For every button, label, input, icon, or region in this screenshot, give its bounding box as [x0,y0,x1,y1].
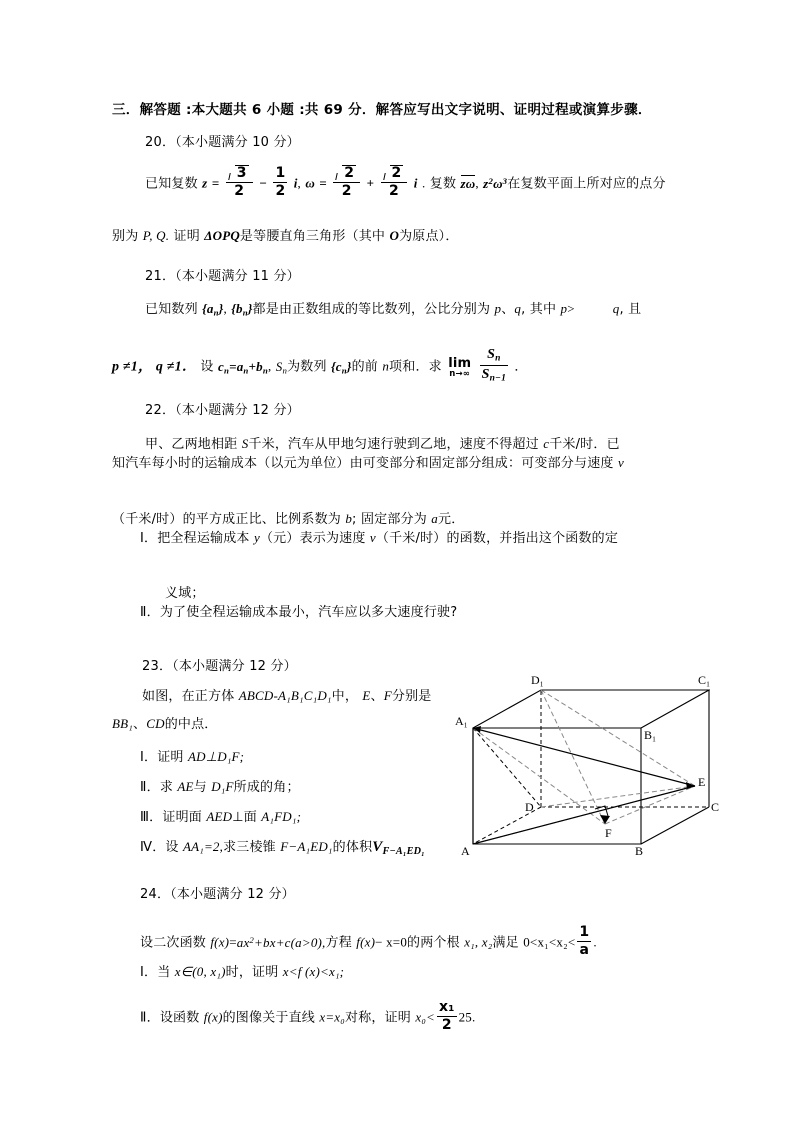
p23-i3a: 证明面 [162,810,202,825]
problem-20-score: （本小题满分 10 分） [175,135,300,150]
p23-cube-name: ABCD-A₁B₁C₁D₁ [238,688,332,703]
problem-24-body-line1: 设二次函数 $f(x)=ax^2+bx+c(a>0)$,方程 f(x)− x=0的两个根 x₁, x₂满足 0<x₁<x₂< $\frac{1}{a}$ . [140,924,597,958]
p24-i2b: 的图像关于直线 [222,1010,316,1026]
p23-tetra-name: F−A₁ED₁ [280,839,333,854]
figure-label-D1: D₁ [531,673,544,687]
p20-triangle-opq: ΔOPQ [204,228,240,243]
p20-eq2: = [319,175,327,191]
p22-l2a: 知汽车每小时的运输成本（以元为单位）由可变部分和固定部分组成：可变部分与速度 [112,456,614,471]
p20-comma1: , [297,175,301,191]
p22-i1c: （千米/时）的函数，并指出这个函数的定 [375,531,619,546]
p21-dun: 、 [501,302,515,317]
cube-diagram-svg [455,676,710,861]
p22-l1a: 甲、乙两地相距 [145,437,238,452]
problem-20-body-line2 [112,229,459,243]
p20-minus: − [259,175,268,191]
p23-i3-label: Ⅲ． [140,810,163,825]
p21-limit-fraction: $\frac{S_n}{S_{n-1}}$ [481,347,507,384]
p23-i2a: 求 [159,780,174,795]
problem-22-item-2 [140,606,457,619]
problem-23-item-4 [140,840,425,857]
p24-i1b: 时，证明 [225,965,279,980]
p22-i1-label: Ⅰ． [140,531,158,546]
p22-l3c: 元． [438,512,465,527]
p21-mid4: 为数列 [287,359,327,375]
p24-roots: x₁, x₂ [464,934,493,950]
problem-23-label: 23． [142,659,173,674]
cube-diagram [455,673,720,861]
p24-frac-1-a: $\frac{1}{a}$ [579,924,590,958]
p24-axis-symmetry: x=x₀ [319,1009,345,1025]
p23-A1FD1: A₁FD₁; [261,809,302,824]
problem-22-item-1 [140,531,618,545]
p24-frac-x1-2: $\frac{\text{x₁}}{2}$ [439,999,455,1033]
p20-plus: + [366,175,375,191]
problem-23-item-3 [140,810,301,824]
problem-20-body-line1 [145,165,666,198]
p23-l1b: 中， [331,689,359,704]
p24-fx2: f(x) [356,934,376,950]
p20-omega: ω [305,175,315,191]
p23-i4b: 求三棱锥 [223,840,276,855]
p21-seq-a: $\{a_n\}$ [202,301,224,318]
p20-l2-mid: 证明 [173,229,200,244]
p24-i2-concl-a: x₀< [415,1009,436,1025]
p21-p2: p [560,301,568,316]
p22-y: y [253,530,260,545]
p21-tail: ． [514,359,528,375]
problem-23-item-1 [140,750,244,764]
p21-S: $S_n$ [275,358,288,375]
p22-c: c [543,436,550,451]
p24-i1-domain: x∈(0, x₁) [174,964,226,979]
p20-points: P, Q. [142,228,170,243]
problem-20-label: 20． [145,135,176,150]
p23-dun: 、 [370,689,384,704]
p23-F: F [383,688,392,703]
p22-l3a: （千米/时）的平方成正比、比例系数为 [112,512,341,527]
p20-l2-pre: 别为 [112,229,139,244]
p21-q: q [514,301,522,316]
p24-i2-f: f(x) [203,1009,223,1025]
p22-a: a [431,511,438,526]
p21-mid6: 项和．求 [389,359,442,375]
p24-minus-x: − x=0 [375,934,408,950]
p24-quadratic: $ax^2+bx+c(a>0)$, [236,934,326,950]
problem-22-score: （本小题满分 12 分） [175,403,300,418]
p23-D1F: D₁F [211,779,234,794]
problem-20-number [145,136,300,149]
p23-l1a: 如图，在正方体 [142,689,235,704]
p24-i2c: 对称，证明 [345,1010,412,1026]
p24-fx: f(x) [210,934,230,950]
problem-22-body-line1 [145,437,620,451]
problem-23-body-line2 [112,717,218,731]
p21-c-def: $c_n=a_n+b_n$ [217,358,268,375]
problem-22-item-1-cont: 义域； [165,586,205,601]
figure-label-A1: A₁ [455,714,468,728]
figure-label-E: E [698,775,706,789]
problem-23-item-2 [140,780,300,794]
p24-i1-label: Ⅰ． [140,965,158,980]
p20-i2: i [413,175,418,191]
p23-l2d: 的中点． [164,717,218,732]
p22-S: S [241,436,249,451]
p22-l1b: 千米，汽车从甲地匀速行驶到乙地，速度不得超过 [248,437,539,452]
p20-frac-1-2: $\frac{1}{2}$ [275,165,286,199]
p21-mid1: 都是由正数组成的等比数列，公比分别为 [252,302,491,317]
figure-label-B: B [635,844,644,858]
p21-n: n [382,358,390,374]
p21-limit-operator: lim n→∞ [448,356,472,380]
p22-v: v [617,455,624,470]
figure-label-C1: C₁ [698,673,711,687]
p20-conjugate-zomega: zω [460,175,476,191]
p23-AE: AE [177,779,194,794]
p24-i2-concl-b: 25. [458,1009,476,1025]
problem-24-score: （本小题满分 12 分） [170,887,295,902]
p20-origin: O [389,228,400,243]
problem-24-item-1 [140,965,344,979]
p22-b: b [345,511,353,526]
p22-l1c: 千米/时．已 [549,437,620,452]
p21-mid5: 的前 [351,359,378,375]
problem-21-score: （本小题满分 11 分） [175,269,300,284]
p23-volume-symbol: $V_{F-A_1ED_1}$ [372,839,425,857]
p24-inequality: 0<x₁<x₂< [523,934,576,950]
problem-23-body-line1 [142,689,432,703]
p22-i1a: 把全程运输成本 [157,531,250,546]
p24-l1d: 满足 [492,935,519,951]
p24-i1-conclusion: x<f (x)<x₁; [282,964,345,979]
figure-label-D: D [525,800,534,814]
p21-set: 设 [200,359,214,375]
p20-fushu: 复数 [429,176,457,192]
p20-frac-sqrt3-2: $\frac{3}{2}$ [226,165,253,198]
p22-i2-text: 为了使全程运输成本最小，汽车应以多大速度行驶? [159,605,458,620]
p23-AA1: AA₁=2, [182,839,224,854]
p20-tail: 在复数平面上所对应的点分 [507,176,666,192]
p21-mid3: , 且 [619,302,642,317]
p21-condition: p ≠1， q ≠1． [112,359,197,375]
p20-frac-sqrt2-2a: $\frac{2}{2}$ [333,165,360,198]
problem-21-label: 21． [145,269,176,284]
p24-l1b: 方程 [325,935,352,951]
problem-21-body-line1: 已知数列 $\{a_n\}$, $\{b_n\}$都是由正数组成的等比数列，公比分别为 p、q, 其中 p> q, 且 [145,301,642,318]
p21-seq-c: $\{c_n\}$ [331,358,352,375]
p23-i1a: 证明 [157,750,184,765]
p21-q2: q [612,301,620,316]
p24-l1a: 设二次函数 [140,935,207,951]
problem-22-label: 22． [145,403,176,418]
figure-label-F: F [605,826,612,840]
p21-lead: 已知数列 [145,302,198,317]
p20-period: . [421,175,426,191]
p23-i3b: ⊥面 [232,810,257,825]
p24-i1a: 当 [157,965,171,980]
p21-mid2: , 其中 [521,302,557,317]
p21-seq-b: $\{b_n\}$ [231,301,253,318]
p23-i1-expr: AD⊥D₁F; [187,749,245,764]
p22-v2: v [369,530,376,545]
figure-label-A: A [461,844,470,858]
p23-i4-label: Ⅳ． [140,840,166,855]
p23-i2-label: Ⅱ． [140,780,160,795]
p20-eq1: = [211,175,220,191]
p24-dot: . [593,934,597,950]
problem-24-label: 24． [140,887,171,902]
p21-gt: > [567,301,575,316]
figure-label-C: C [711,800,720,814]
problem-22-number [145,404,300,417]
p20-z: z [202,175,208,191]
p23-AED: AED [206,809,233,824]
problem-24-number [140,888,295,901]
p23-i1-label: Ⅰ． [140,750,158,765]
p23-CD: CD [146,716,165,731]
p20-z2omega3: $z^2\omega^3$ [483,175,508,191]
p20-lead: 已知复数 [145,176,198,192]
p24-i2-label: Ⅱ． [140,1010,160,1026]
p22-l3b: ; 固定部分为 [352,512,427,527]
p23-i4c: 的体积 [332,840,373,855]
p20-l2-post: 是等腰直角三角形（其中 [239,229,386,244]
p23-l1c: 分别是 [391,689,432,704]
section-heading: 三．解答题 :本大题共 6 小题 :共 69 分．解答应写出文字说明、证明过程或演算步骤． [112,102,652,118]
problem-23-number [142,660,297,673]
p22-i1b: （元）表示为速度 [259,531,366,546]
p23-BB1: BB₁ [112,716,134,731]
p22-i2-label: Ⅱ． [140,605,160,620]
p20-comma2: , [475,175,479,191]
problem-22-body-line3 [112,512,464,526]
p23-i2b: 与 [193,780,207,795]
p24-l1c: 的两个根 [407,935,460,951]
p24-i2a: 设函数 [159,1010,200,1026]
problem-21-body-line2: p ≠1， q ≠1． 设 $c_n=a_n+b_n$, $S_n$为数列 $\{c_n\}$的前 n项和．求 lim n→∞ $\frac{S_n}{S_{n-1}}$ ． [112,347,528,384]
p20-i1: i [293,175,298,191]
problem-24-item-2 [140,1000,475,1032]
p23-i2c: 所成的角； [233,780,300,795]
problem-21-number [145,270,300,283]
p23-i4a: 设 [165,840,179,855]
problem-23-score: （本小题满分 12 分） [172,659,297,674]
p23-l2b: 、 [133,717,147,732]
p23-E: E [362,688,371,703]
figure-label-B1: B₁ [644,728,657,742]
p21-p: p [494,301,502,316]
p20-l2-end: 为原点）． [399,229,459,244]
problem-22-body-line2 [112,456,624,470]
p20-frac-sqrt2-2b: $\frac{2}{2}$ [381,165,408,198]
